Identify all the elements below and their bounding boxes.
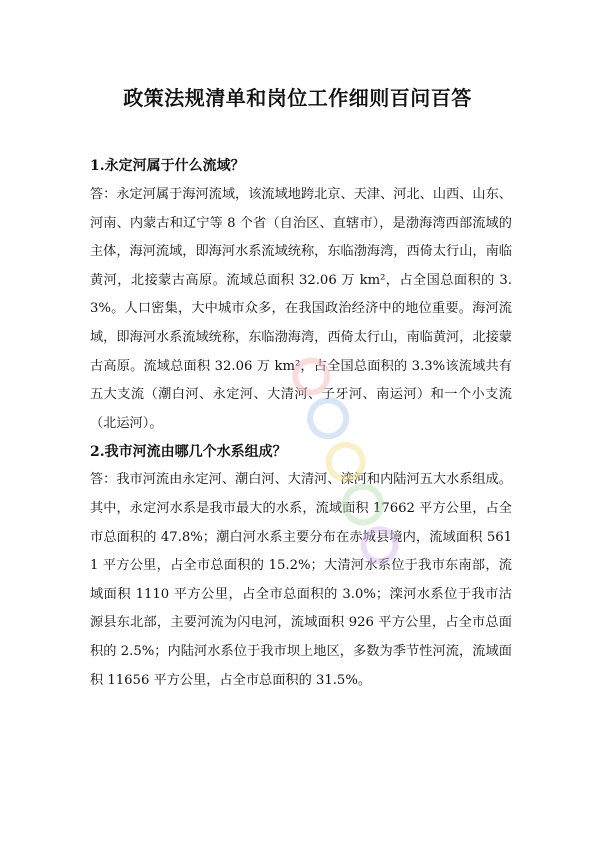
document-title: 政策法规清单和岗位工作细则百问百答 [123, 86, 472, 110]
document-body [90, 152, 512, 695]
question-2: 2.我市河流由哪几个水系组成？ [90, 444, 287, 461]
question-1: 1.永定河属于什么流域？ [90, 158, 245, 174]
answer-1: 答：永定河属于海河流域，该流域地跨北京、天津、河北、山西、山东、河南、内蒙古和辽宁等 8 个省（自治区、直辖市），是渤海湾西部流域的主体，海河流域，即海河水系流域统称，东临渤海湾，西倚太行山，南临黄河，北接蒙古高原。流域总面积 32.06 万 km²，占全国总面积的 3.3%。人口密集，大中城市众多，在我国政治经济中的地位重要。海河流域，即海河水系流域统称，东临渤海湾，西倚太行山，南临黄河，北接蒙古高原。流域总面积 32.06 万 km²，占全国总面积的 3.3%该流域共有五大支流（潮白河、永定河、大清河、子牙河、南运河）和一个小支流（北运河）。 [90, 187, 512, 431]
answer-2: 答：我市河流由永定河、潮白河、大清河、滦河和内陆河五大水系组成。其中，永定河水系是我市最大的水系，流域面积 17662 平方公里，占全市总面积的 47.8%；潮白河水系主要分布在赤城县境内，流域面积 5611 平方公里，占全市总面积的 15.2%；大清河水系位于我市东南部，流域面积 1110 平方公里，占全市总面积的 3.0%；滦河水系位于我市沽源县东北部，主要河流为闪电河，流域面积 926 平方公里，占全市总面积的 2.5%；内陆河水系位于我市坝上地区，多数为季节性河流，流域面积 11656 平方公里，占全市总面积的 31.5%。 [90, 472, 512, 688]
